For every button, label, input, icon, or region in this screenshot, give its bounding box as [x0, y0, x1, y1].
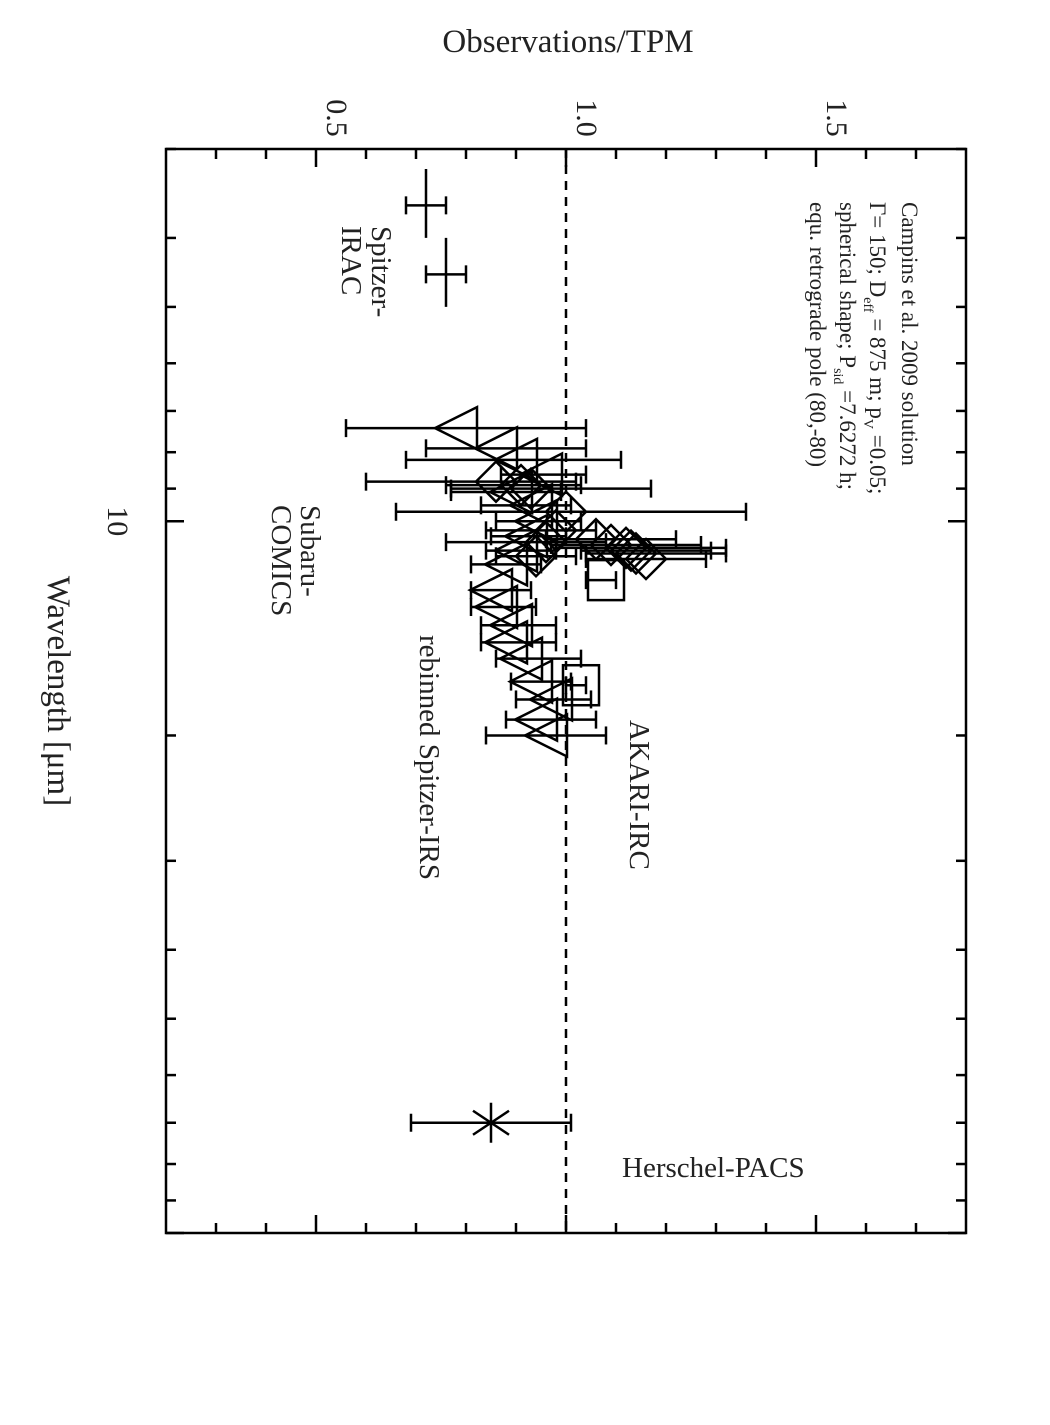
series-spitzer-irac [406, 169, 466, 307]
series-label-3: COMICS [265, 505, 297, 617]
series-label-6: Herschel-PACS [622, 1152, 805, 1184]
series-label-0: Spitzer- [365, 226, 397, 318]
value-axis-tick-labels [320, 99, 853, 137]
data-marks [346, 169, 746, 1143]
series-label-4: rebinned Spitzer-IRS [413, 635, 445, 881]
series-herschel-pacs [411, 1103, 571, 1143]
value-tick-label-1: 1.0 [570, 99, 603, 137]
annotation-line-1: Γ= 150; $D_{eff} = 875$ m; $p_V =0.05$; [860, 202, 890, 495]
annotation-line-3: equ. retrograde pole (80,-80) [805, 202, 830, 468]
series-label-2: Subaru- [294, 505, 326, 597]
annotation-line-2: spherical shape; $P_{sid} =7.6272$ h; [830, 202, 860, 491]
value-tick-label-2: 1.5 [820, 99, 853, 137]
value-tick-label-0: 0.5 [320, 99, 353, 137]
wavelength-tick-label-0: 10 [101, 506, 134, 537]
series-label-5: AKARI-IRC [623, 720, 655, 870]
series-label-1: IRAC [335, 226, 367, 296]
wavelength-axis-tick-labels [101, 506, 134, 536]
value-axis-label: Observations/TPM [442, 24, 694, 60]
wavelength-axis-label: Wavelength [μm] [40, 575, 76, 807]
annotation-line-0: Campins et al. 2009 solution [897, 202, 922, 466]
series-labels [265, 226, 805, 1184]
model-annotation [805, 202, 922, 494]
